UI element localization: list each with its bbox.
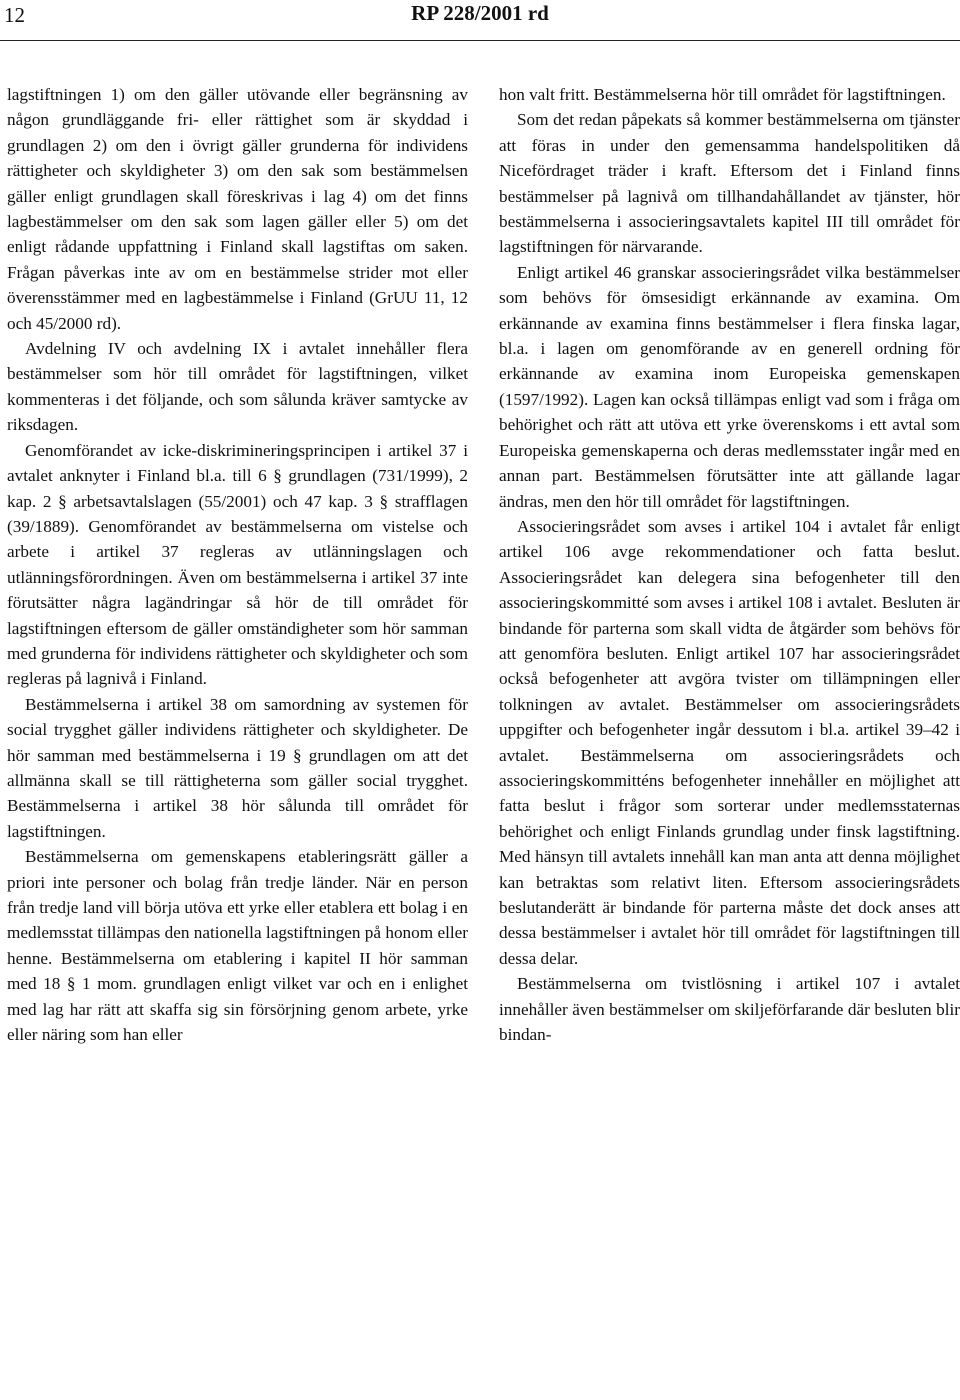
paragraph: Som det redan påpekats så kommer bestämmelserna om tjänster att föras in under den gemensamma handelspolitiken då Nicefördraget träder i kraft. Eftersom det i Finland finns bestämmelser på lagnivå om tillhandahållandet av tjänster, hör bestämmelserna i associeringsavtalets kapitel III till området för lagstiftningen för närvarande. xyxy=(499,110,960,257)
paragraph: Associeringsrådet som avses i artikel 104 i avtalet får enligt artikel 106 avge rekommendationer och fatta beslut. Associeringsrådet kan delegera sina befogenheter till den associeringskommitté som avses i artikel 108 i avtalet. Besluten är bindande för parterna som skall vidta de åtgärder som behövs för att genomföra besluten. Enligt artikel 107 har associeringsrådet också befogenheter att avgöra tvister om tillämpningen eller tolkningen av avtalet. Bestämmelser om associeringsrådets uppgifter och befogenheter ingår dessutom i bl.a. artikel 39–42 i avtalet. Bestämmelserna om associeringsrådets och associeringskommitténs befogenheter innehåller en möjlighet att fatta beslut i frågor som sorterar under medlemsstaternas behörighet och enligt Finlands grundlag under finsk lagstiftning. Med hänsyn till avtalets innehåll kan man anta att denna möjlighet kan betraktas som relativt liten. Eftersom associeringsrådets beslutanderätt är bindande för parterna måste det dock anses att dessa bestämmelser i avtalet hör till området för lagstiftningen till dessa delar. xyxy=(499,516,960,968)
document-id: RP 228/2001 rd xyxy=(411,1,549,25)
page-number: 12 xyxy=(4,3,25,27)
left-column xyxy=(7,82,468,1047)
right-column xyxy=(499,82,960,1047)
paragraph: Enligt artikel 46 granskar associeringsrådet vilka bestämmelser som behövs för ömsesidigt erkännande av examina. Om erkännande av examina finns bestämmelser i flera finska lagar, bl.a. i lagen om genomförande av en generell ordning för erkännande av examina inom Europeiska gemenskapen (1597/1992). Lagen kan också tillämpas enligt vad som i fråga om behörighet och rätt att utöva ett yrke överenskoms i ett avtal som Europeiska gemenskaperna och deras medlemsstater ingår med en annan part. Bestämmelsen förutsätter inte att gällande lagar ändras, men den hör till området för lagstiftningen. xyxy=(499,262,960,511)
paragraph: Bestämmelserna i artikel 38 om samordning av systemen för social trygghet gäller individens rättigheter och skyldigheter. De hör samman med bestämmelserna i 19 § grundlagen om att det allmänna skall se till rättigheterna som gäller social trygghet. Bestämmelserna i artikel 38 hör sålunda till området för lagstiftningen. xyxy=(7,694,468,841)
paragraph: Bestämmelserna om gemenskapens etableringsrätt gäller a priori inte personer och bolag från tredje länder. När en person från tredje land vill börja utöva ett yrke eller etablera ett bolag i en medlemsstat tillämpas den nationella lagstiftningen på honom eller henne. Bestämmelserna om etablering i kapitel II hör samman med 18 § 1 mom. grundlagen enligt vilket var och en i enlighet med lag har rätt att skaffa sig sin försörjning genom arbete, yrke eller näring som han eller xyxy=(7,847,468,1045)
page-header xyxy=(0,0,960,41)
paragraph: lagstiftningen 1) om den gäller utövande eller begränsning av någon grundläggande fri- eller rättighet som är skyddad i grundlagen 2) om den i övrigt gäller grunderna för individens rättigheter och skyldigheter 3) om den sak som bestämmelsen gäller enligt grundlagen skall föreskrivas i lag 4) om det finns lagbestämmelser om den sak som lagen gäller eller 5) om det enligt rådande uppfattning i Finland skall lagstiftas om saken. Frågan påverkas inte av om en bestämmelse strider mot eller överensstämmer med en lagbestämmelse i Finland (GrUU 11, 12 och 45/2000 rd). xyxy=(7,85,468,333)
paragraph: Genomförandet av icke-diskrimineringsprincipen i artikel 37 i avtalet anknyter i Finland bl.a. till 6 § grundlagen (731/1999), 2 kap. 2 § arbetsavtalslagen (55/2001) och 47 kap. 3 § strafflagen (39/1889). Genomförandet av bestämmelserna om vistelse och arbete i artikel 37 regleras av utlänningslagen och utlänningsförordningen. Även om bestämmelserna i artikel 37 inte förutsätter några lagändringar så hör de till området för lagstiftningen eftersom de gäller omständigheter som hör samman med grunderna för individens rättigheter och skyldigheter och som regleras på lagnivå i Finland. xyxy=(7,440,468,689)
paragraph: hon valt fritt. Bestämmelserna hör till området för lagstiftningen. xyxy=(499,85,946,104)
paragraph: Avdelning IV och avdelning IX i avtalet innehåller flera bestämmelser som hör till området för lagstiftningen, vilket kommenteras i det följande, och som sålunda kräver samtycke av riksdagen. xyxy=(7,339,468,435)
paragraph: Bestämmelserna om tvistlösning i artikel 107 i avtalet innehåller även bestämmelser om skiljeförfarande där besluten blir bindan- xyxy=(499,974,960,1045)
